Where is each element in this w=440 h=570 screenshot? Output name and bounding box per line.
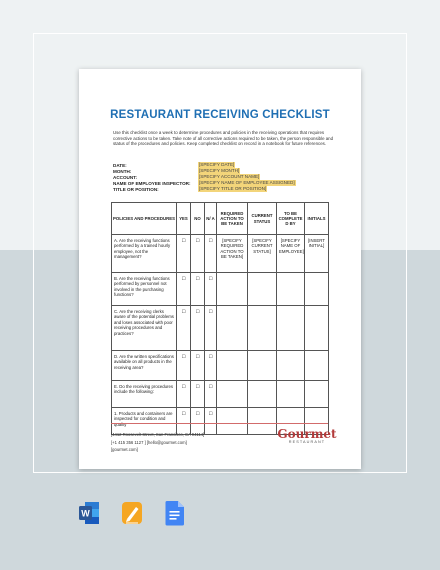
footer-address: [4412 Roosevelt Street, San Francisco, CA 94114]	[111, 432, 205, 437]
required-action-cell[interactable]: [SPECIFY REQUIRED ACTION TO BE TAKEN]	[217, 235, 248, 273]
current-status-cell[interactable]	[248, 408, 277, 435]
na-checkbox[interactable]: ☐	[205, 235, 217, 273]
header-required-action: REQUIRED ACTION TO BE TAKEN	[217, 203, 248, 235]
yes-checkbox[interactable]: ☐	[177, 235, 191, 273]
current-status-cell[interactable]: [SPECIFY CURRENT STATUS]	[248, 235, 277, 273]
required-action-cell[interactable]	[217, 306, 248, 351]
brand-name: Gourmet	[277, 427, 337, 441]
header-no: NO	[191, 203, 205, 235]
header-policies: POLICIES AND PROCEDURES	[112, 203, 177, 235]
google-docs-icon[interactable]	[164, 500, 186, 526]
yes-checkbox[interactable]: ☐	[177, 273, 191, 306]
app-icons	[78, 500, 186, 526]
yes-checkbox[interactable]: ☐	[177, 306, 191, 351]
na-checkbox[interactable]: ☐	[205, 351, 217, 381]
brand-logo	[277, 427, 337, 444]
field-value[interactable]: [SPECIFY DATE]	[199, 162, 235, 167]
header-initials: INITIALS	[305, 203, 329, 235]
header-yes: YES	[177, 203, 191, 235]
table-row	[112, 381, 329, 408]
yes-checkbox[interactable]: ☐	[177, 408, 191, 435]
footer-contact	[111, 431, 204, 454]
info-fields	[113, 162, 343, 192]
required-action-cell[interactable]	[217, 381, 248, 408]
completed-by-cell[interactable]	[277, 381, 305, 408]
field-label: DATE:	[113, 162, 127, 168]
initials-cell[interactable]	[305, 306, 329, 351]
required-action-cell[interactable]	[217, 351, 248, 381]
table-row	[112, 306, 329, 351]
header-na: N/ A	[205, 203, 217, 235]
field-value[interactable]: [SPECIFY NAME OF EMPLOYEE ASSIGNED]	[199, 180, 295, 185]
word-icon[interactable]	[78, 500, 100, 526]
field-label: TITLE OR POSITION:	[113, 186, 159, 192]
completed-by-cell[interactable]	[277, 351, 305, 381]
field-value[interactable]: [SPECIFY MONTH]	[199, 168, 240, 173]
no-checkbox[interactable]: ☐	[191, 408, 205, 435]
table-row	[112, 235, 329, 273]
initials-cell[interactable]	[305, 351, 329, 381]
na-checkbox[interactable]: ☐	[205, 306, 217, 351]
no-checkbox[interactable]: ☐	[191, 381, 205, 408]
current-status-cell[interactable]	[248, 273, 277, 306]
current-status-cell[interactable]	[248, 381, 277, 408]
na-checkbox[interactable]: ☐	[205, 381, 217, 408]
footer-website: [gourmet.com]	[111, 447, 138, 453]
svg-text:W: W	[81, 508, 90, 519]
brand-subtitle: RESTAURANT	[288, 440, 326, 444]
policy-text: B. Are the receiving functions performed by personnel not involved in the purchasing functions?	[112, 273, 177, 306]
header-current-status: CURRENT STATUS	[248, 203, 277, 235]
initials-cell[interactable]: [INSERT INITIAL]	[305, 235, 329, 273]
header-to-be-completed-by: TO BE COMPLETE D BY	[277, 203, 305, 235]
intro-paragraph: Use this checklist once a week to determine procedures and policies in the receiving operations that requires corrective actions to be taken. Take note of all corrective actions required to be taken, the person responsible and status of the procedures and policies. Keep completed checklist on record in a notebook for future references.	[113, 130, 334, 147]
yes-checkbox[interactable]: ☐	[177, 381, 191, 408]
no-checkbox[interactable]: ☐	[191, 273, 205, 306]
na-checkbox[interactable]: ☐	[205, 273, 217, 306]
field-label: NAME OF EMPLOYEE INSPECTOR:	[113, 180, 191, 186]
no-checkbox[interactable]: ☐	[191, 306, 205, 351]
footer-phone-email: [+1 415 356 1127 ] [hello@gourmet.com]	[111, 439, 187, 445]
field-label: ACCOUNT:	[113, 174, 137, 180]
policy-text: D. Are the written specifications available on all products in the receiving area?	[112, 351, 177, 381]
completed-by-cell[interactable]	[277, 273, 305, 306]
table-row	[112, 273, 329, 306]
initials-cell[interactable]	[305, 273, 329, 306]
table-header-row	[112, 203, 329, 235]
no-checkbox[interactable]: ☐	[191, 351, 205, 381]
field-label: MONTH:	[113, 168, 132, 174]
table-row	[112, 351, 329, 381]
initials-cell[interactable]	[305, 381, 329, 408]
field-value[interactable]: [SPECIFY ACCOUNT NAME]	[199, 174, 260, 179]
footer-divider	[111, 423, 328, 424]
completed-by-cell[interactable]: [SPECIFY NAME OF EMPLOYEE]	[277, 235, 305, 273]
pages-icon[interactable]	[121, 500, 143, 526]
policy-text: 1. Products and containers are inspected for condition and quality	[112, 408, 177, 435]
policy-text: C. Are the receiving clerks aware of the potential problems and loses associated with poor receiving procedures and practices?	[112, 306, 177, 351]
current-status-cell[interactable]	[248, 306, 277, 351]
document-title: RESTAURANT RECEIVING CHECKLIST	[110, 109, 330, 121]
checklist-table	[111, 202, 329, 435]
current-status-cell[interactable]	[248, 351, 277, 381]
policy-text: A. Are the receiving functions performed by a trained hourly employee, not the management?	[112, 235, 177, 273]
document-page	[79, 69, 361, 469]
required-action-cell[interactable]	[217, 408, 248, 435]
field-title-position	[113, 186, 343, 192]
field-value[interactable]: [SPECIFY TITLE OR POSITION]	[199, 186, 267, 191]
completed-by-cell[interactable]	[277, 306, 305, 351]
required-action-cell[interactable]	[217, 273, 248, 306]
no-checkbox[interactable]: ☐	[191, 235, 205, 273]
policy-text: E. Do the receiving procedures include the following:	[112, 381, 177, 408]
yes-checkbox[interactable]: ☐	[177, 351, 191, 381]
na-checkbox[interactable]: ☐	[205, 408, 217, 435]
